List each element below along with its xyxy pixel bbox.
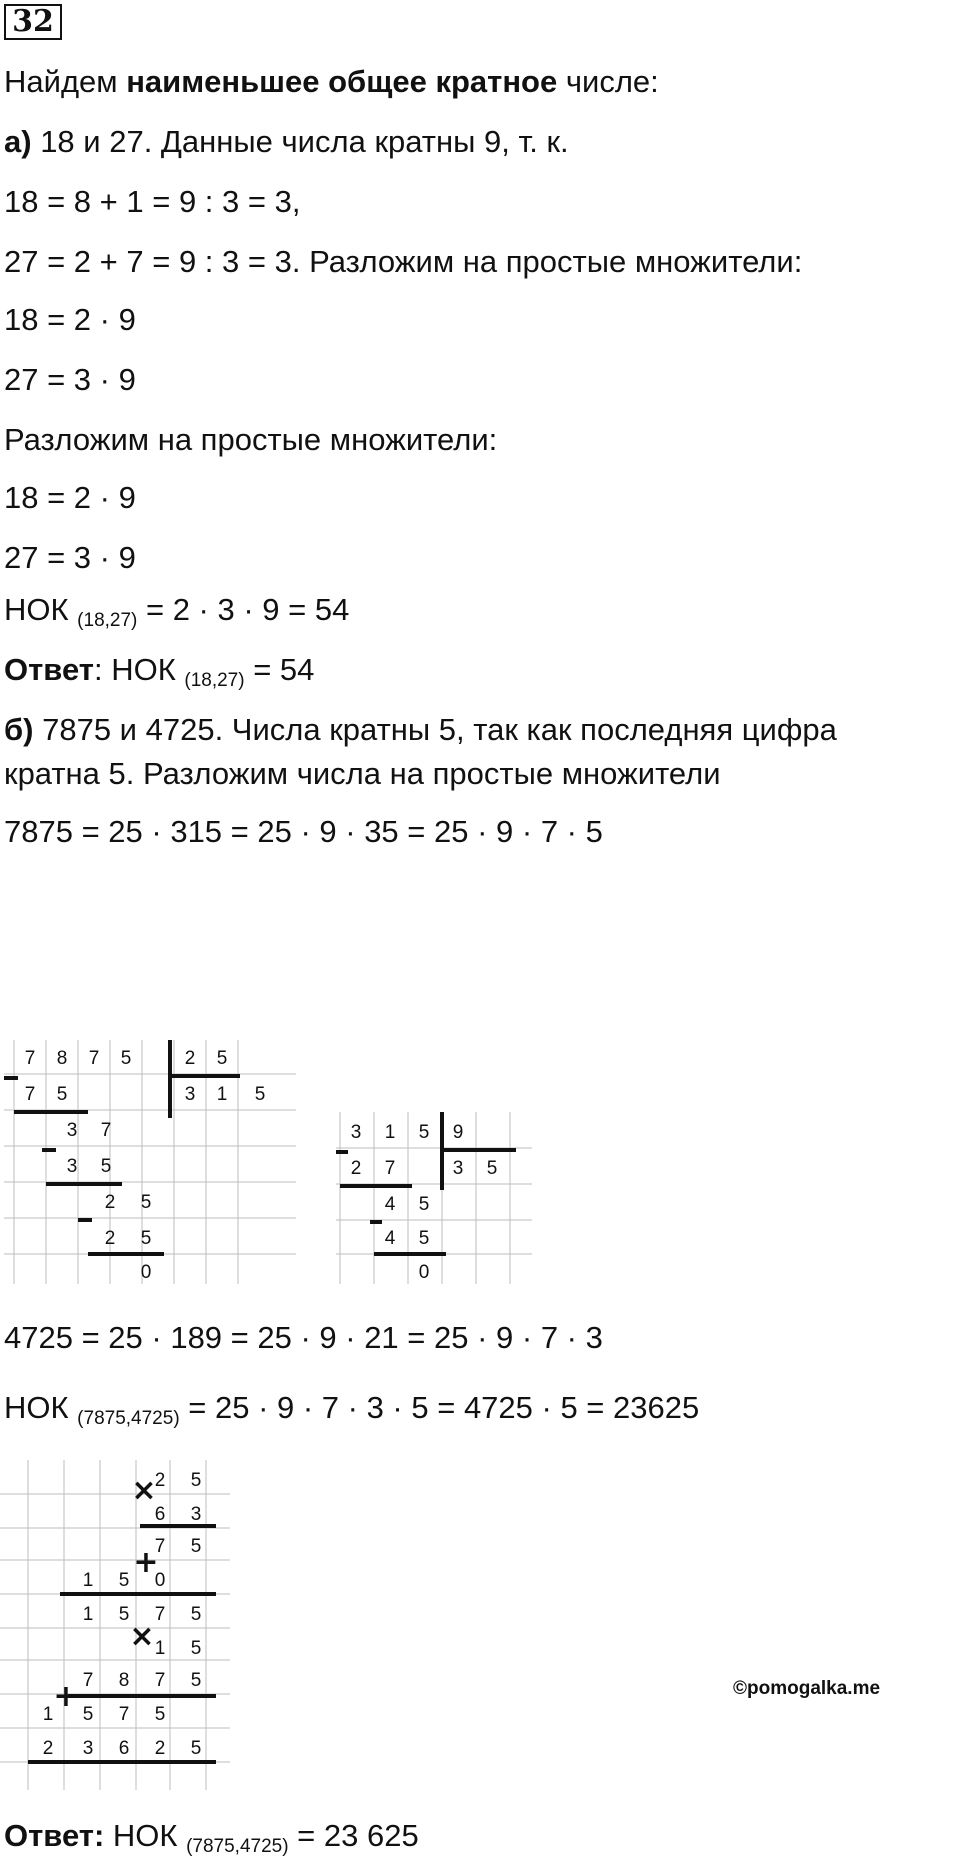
svg-text:4: 4 [384, 1228, 396, 1249]
answer-b-label: Ответ: [4, 1818, 105, 1853]
answer-a-rest: = 54 [244, 652, 315, 687]
svg-text:3: 3 [350, 1122, 362, 1143]
svg-text:2: 2 [350, 1158, 362, 1179]
part-a-text1: 18 и 27. Данные числа кратны 9, т. к. [31, 124, 569, 159]
svg-text:5: 5 [190, 1536, 202, 1557]
svg-text:1: 1 [154, 1638, 166, 1659]
svg-text:3: 3 [452, 1158, 464, 1179]
svg-text:3: 3 [82, 1738, 94, 1759]
intro-pre: Найдем [4, 64, 127, 99]
watermark: ©pomogalka.me [733, 1678, 881, 1699]
svg-text:2: 2 [42, 1738, 54, 1759]
svg-text:9: 9 [452, 1122, 464, 1143]
svg-text:7: 7 [384, 1158, 396, 1179]
lcm-a-prefix: НОК [4, 592, 78, 627]
svg-text:7: 7 [154, 1670, 166, 1691]
svg-text:7: 7 [154, 1604, 166, 1625]
svg-text:3: 3 [184, 1084, 196, 1105]
svg-text:2: 2 [104, 1228, 116, 1249]
part-a-line2: 18 = 8 + 1 = 9 : 3 = 3, [4, 184, 301, 219]
svg-text:5: 5 [190, 1604, 202, 1625]
svg-text:2: 2 [154, 1738, 166, 1759]
lcm-a-rest: = 2 · 3 · 9 = 54 [137, 592, 350, 627]
part-a-line6: Разложим на простые множители: [4, 422, 498, 457]
multiplication-digits [43, 1470, 202, 1759]
svg-text:5: 5 [190, 1638, 202, 1659]
svg-text:7: 7 [100, 1120, 112, 1141]
svg-text:1: 1 [82, 1604, 94, 1625]
part-b-label: б) [4, 712, 34, 747]
answer-a-sub: (18,27) [184, 670, 245, 691]
svg-text:5: 5 [190, 1470, 202, 1491]
part-a-line1 [4, 124, 569, 160]
part-a-line8: 27 = 3 · 9 [4, 540, 136, 575]
svg-text:3: 3 [66, 1120, 78, 1141]
part-b-line3: 7875 = 25 · 315 = 25 · 9 · 35 = 25 · 9 · 7 · 5 [4, 814, 603, 849]
svg-text:2: 2 [154, 1470, 166, 1491]
svg-text:4: 4 [384, 1194, 396, 1215]
svg-text:1: 1 [82, 1570, 94, 1591]
times-sign: × [131, 1473, 157, 1508]
svg-text:0: 0 [418, 1262, 430, 1283]
svg-text:5: 5 [254, 1084, 266, 1105]
svg-text:5: 5 [418, 1194, 430, 1215]
svg-text:5: 5 [486, 1158, 498, 1179]
answer-b-sub: (7875,4725) [186, 1836, 289, 1857]
problem-number: 32 [4, 4, 62, 40]
svg-text:8: 8 [56, 1048, 68, 1069]
division2-digits [351, 1122, 498, 1283]
lcm-a-sub: (18,27) [77, 610, 138, 631]
svg-text:7: 7 [82, 1670, 94, 1691]
svg-text:5: 5 [190, 1670, 202, 1691]
svg-text:5: 5 [120, 1048, 132, 1069]
intro-line [4, 64, 659, 100]
intro-bold: наименьшее общее кратное [126, 64, 558, 99]
answer-a-label: Ответ [4, 652, 94, 687]
part-a-label: а) [4, 124, 32, 159]
svg-text:7: 7 [24, 1048, 36, 1069]
svg-text:5: 5 [100, 1156, 112, 1177]
svg-text:2: 2 [184, 1048, 196, 1069]
svg-text:1: 1 [216, 1084, 228, 1105]
division-7875-by-25 [4, 1040, 296, 1284]
times-sign: × [129, 1619, 155, 1654]
svg-text:1: 1 [42, 1704, 54, 1725]
svg-text:6: 6 [118, 1738, 130, 1759]
part-a-line7: 18 = 2 · 9 [4, 480, 136, 515]
svg-text:8: 8 [118, 1670, 130, 1691]
answer-b-rest: = 23 625 [288, 1818, 419, 1853]
svg-text:5: 5 [118, 1570, 130, 1591]
part-b-text1: 7875 и 4725. Числа кратны 5, так как последняя цифра [33, 712, 837, 747]
part-b-line2: кратна 5. Разложим числа на простые множители [4, 756, 721, 791]
svg-text:7: 7 [24, 1084, 36, 1105]
svg-text:5: 5 [118, 1604, 130, 1625]
part-b-line1 [4, 712, 837, 748]
part-b-answer [4, 1818, 419, 1865]
division-315-by-9 [336, 1112, 532, 1284]
svg-text:0: 0 [154, 1570, 166, 1591]
svg-text:1: 1 [384, 1122, 396, 1143]
svg-text:5: 5 [56, 1084, 68, 1105]
answer-a-prefix: : НОК [93, 652, 185, 687]
svg-text:5: 5 [140, 1228, 152, 1249]
svg-text:5: 5 [216, 1048, 228, 1069]
part-a-answer [4, 652, 314, 699]
lcm-b-sub: (7875,4725) [77, 1408, 180, 1429]
answer-b-prefix: НОК [104, 1818, 187, 1853]
part-b-line4: 4725 = 25 · 189 = 25 · 9 · 21 = 25 · 9 · 7 · 3 [4, 1320, 603, 1355]
svg-text:7: 7 [154, 1536, 166, 1557]
lcm-b-rest: = 25 · 9 · 7 · 3 · 5 = 4725 · 5 = 23625 [179, 1390, 700, 1425]
svg-text:5: 5 [82, 1704, 94, 1725]
column-multiplication [0, 1460, 230, 1790]
plus-sign: + [53, 1679, 79, 1714]
lcm-b-prefix: НОК [4, 1390, 78, 1425]
part-a-line3: 27 = 2 + 7 = 9 : 3 = 3. Разложим на простые множители: [4, 244, 803, 279]
part-a-lcm [4, 592, 349, 639]
svg-text:3: 3 [190, 1504, 202, 1525]
part-b-lcm [4, 1390, 699, 1437]
division1-digits [25, 1048, 266, 1283]
svg-text:5: 5 [140, 1192, 152, 1213]
svg-text:5: 5 [190, 1738, 202, 1759]
svg-text:5: 5 [418, 1228, 430, 1249]
svg-text:5: 5 [154, 1704, 166, 1725]
svg-text:6: 6 [154, 1504, 166, 1525]
part-a-line5: 27 = 3 · 9 [4, 362, 136, 397]
svg-text:0: 0 [140, 1262, 152, 1283]
svg-text:2: 2 [104, 1192, 116, 1213]
svg-text:3: 3 [66, 1156, 78, 1177]
part-a-line4: 18 = 2 · 9 [4, 302, 136, 337]
plus-sign: + [133, 1545, 159, 1580]
intro-post: числе: [557, 64, 659, 99]
svg-text:5: 5 [418, 1122, 430, 1143]
svg-text:7: 7 [88, 1048, 100, 1069]
svg-text:7: 7 [118, 1704, 130, 1725]
